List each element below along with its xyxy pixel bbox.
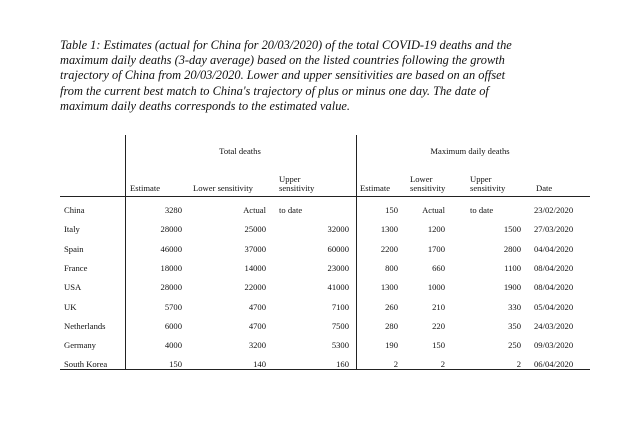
cell-total-estimate: 150 bbox=[169, 359, 182, 370]
col-header-total-estimate: Estimate bbox=[130, 183, 161, 193]
cell-total-estimate: 28000 bbox=[160, 282, 182, 293]
cell-country: South Korea bbox=[64, 359, 108, 370]
cell-total-estimate: 5700 bbox=[164, 301, 182, 312]
cell-max-lower: 210 bbox=[432, 301, 445, 312]
cell-max-estimate: 2200 bbox=[380, 243, 398, 254]
cell-total-upper: 32000 bbox=[327, 224, 349, 235]
caption-line: maximum daily deaths corresponds to the estimated value. bbox=[60, 98, 350, 113]
cell-max-lower: 150 bbox=[432, 340, 445, 351]
cell-max-estimate: 800 bbox=[385, 262, 398, 273]
cell-total-lower: 25000 bbox=[244, 224, 266, 235]
cell-total-estimate: 3280 bbox=[164, 205, 182, 215]
cell-country: Germany bbox=[64, 340, 96, 351]
col-header-max-upper-1: Upper bbox=[470, 174, 492, 184]
col-header-total-upper-1: Upper bbox=[279, 174, 301, 184]
cell-country: Spain bbox=[64, 243, 84, 254]
cell-max-estimate: 2 bbox=[393, 359, 398, 370]
cell-total-estimate: 4000 bbox=[164, 340, 182, 351]
cell-date: 27/03/2020 bbox=[534, 224, 574, 235]
cell-country: USA bbox=[64, 282, 82, 293]
cell-max-lower: Actual bbox=[422, 205, 445, 215]
cell-date: 05/04/2020 bbox=[534, 301, 574, 312]
cell-max-estimate: 280 bbox=[385, 320, 398, 331]
col-header-total-upper-2: sensitivity bbox=[279, 183, 315, 193]
cell-total-upper: 23000 bbox=[327, 262, 349, 273]
cell-total-estimate: 46000 bbox=[160, 243, 182, 254]
column-divider bbox=[356, 135, 357, 369]
cell-total-lower: 3200 bbox=[248, 340, 266, 351]
col-header-max-estimate: Estimate bbox=[360, 183, 391, 193]
caption-line: trajectory of China from 20/03/2020. Lower and upper sensitivities are based on an offset bbox=[60, 68, 506, 83]
cell-max-lower: 1200 bbox=[427, 224, 445, 235]
cell-max-upper: 1100 bbox=[504, 262, 521, 273]
cell-country: Netherlands bbox=[64, 320, 106, 331]
col-header-max-upper-2: sensitivity bbox=[470, 183, 506, 193]
cell-total-estimate: 6000 bbox=[164, 320, 182, 331]
cell-total-lower: Actual bbox=[243, 205, 266, 215]
table-caption bbox=[60, 38, 590, 114]
cell-total-upper: 7100 bbox=[331, 301, 349, 312]
cell-date: 24/03/2020 bbox=[534, 320, 574, 331]
cell-date: 23/02/2020 bbox=[534, 205, 574, 215]
cell-max-lower: 1700 bbox=[427, 243, 445, 254]
caption-line: Table 1: Estimates (actual for China for 20/03/2020) of the total COVID-19 deaths and the bbox=[60, 38, 512, 52]
cell-total-upper: 41000 bbox=[327, 282, 349, 293]
cell-max-upper: 250 bbox=[508, 340, 521, 351]
cell-country: China bbox=[64, 205, 85, 215]
cell-total-lower: 140 bbox=[253, 359, 266, 370]
col-header-total-lower: Lower sensitivity bbox=[193, 183, 253, 193]
cell-country: France bbox=[64, 262, 88, 273]
cell-total-upper: 160 bbox=[336, 359, 349, 370]
cell-total-estimate: 18000 bbox=[160, 262, 182, 273]
cell-date: 08/04/2020 bbox=[534, 282, 574, 293]
cell-date: 04/04/2020 bbox=[534, 243, 574, 254]
cell-total-lower: 4700 bbox=[248, 301, 266, 312]
cell-max-lower: 1000 bbox=[427, 282, 445, 293]
col-header-date: Date bbox=[536, 183, 553, 193]
cell-max-upper: 330 bbox=[508, 301, 521, 312]
cell-total-lower: 22000 bbox=[244, 282, 266, 293]
cell-total-lower: 37000 bbox=[244, 243, 266, 254]
cell-max-upper: 2 bbox=[516, 359, 521, 370]
cell-max-upper: 1900 bbox=[503, 282, 521, 293]
group-header-total-deaths: Total deaths bbox=[219, 146, 261, 156]
caption-line: from the current best match to China's trajectory of plus or minus one day. The date of bbox=[60, 83, 489, 98]
cell-date: 08/04/2020 bbox=[534, 262, 574, 273]
col-header-max-lower-1: Lower bbox=[410, 174, 433, 184]
cell-max-upper: 2800 bbox=[503, 243, 521, 254]
cell-max-lower: 2 bbox=[440, 359, 445, 370]
cell-max-estimate: 190 bbox=[385, 340, 398, 351]
cell-total-upper: 7500 bbox=[331, 320, 349, 331]
cell-total-lower: 14000 bbox=[244, 262, 266, 273]
cell-max-lower: 660 bbox=[432, 262, 445, 273]
cell-date: 09/03/2020 bbox=[534, 340, 574, 351]
cell-max-estimate: 150 bbox=[385, 205, 398, 215]
covid-deaths-table bbox=[60, 130, 590, 370]
group-header-max-daily-deaths: Maximum daily deaths bbox=[430, 146, 510, 156]
col-header-max-lower-2: sensitivity bbox=[410, 183, 446, 193]
cell-max-estimate: 260 bbox=[385, 301, 398, 312]
cell-total-upper: 5300 bbox=[331, 340, 349, 351]
cell-country: Italy bbox=[64, 224, 80, 235]
cell-max-lower: 220 bbox=[432, 320, 445, 331]
cell-max-upper: 1500 bbox=[503, 224, 521, 235]
caption-line: maximum daily deaths (3-day average) based on the listed countries following the growth bbox=[60, 53, 505, 68]
cell-country: UK bbox=[64, 301, 77, 312]
cell-date: 06/04/2020 bbox=[534, 359, 574, 370]
column-divider bbox=[125, 135, 126, 369]
cell-total-upper: 60000 bbox=[327, 243, 349, 254]
cell-max-upper: to date bbox=[470, 205, 494, 215]
cell-total-estimate: 28000 bbox=[160, 224, 182, 235]
header-rule bbox=[60, 196, 590, 197]
cell-total-lower: 4700 bbox=[248, 320, 266, 331]
cell-max-estimate: 1300 bbox=[380, 282, 398, 293]
cell-total-upper: to date bbox=[279, 205, 303, 215]
cell-max-estimate: 1300 bbox=[380, 224, 398, 235]
cell-max-upper: 350 bbox=[508, 320, 521, 331]
